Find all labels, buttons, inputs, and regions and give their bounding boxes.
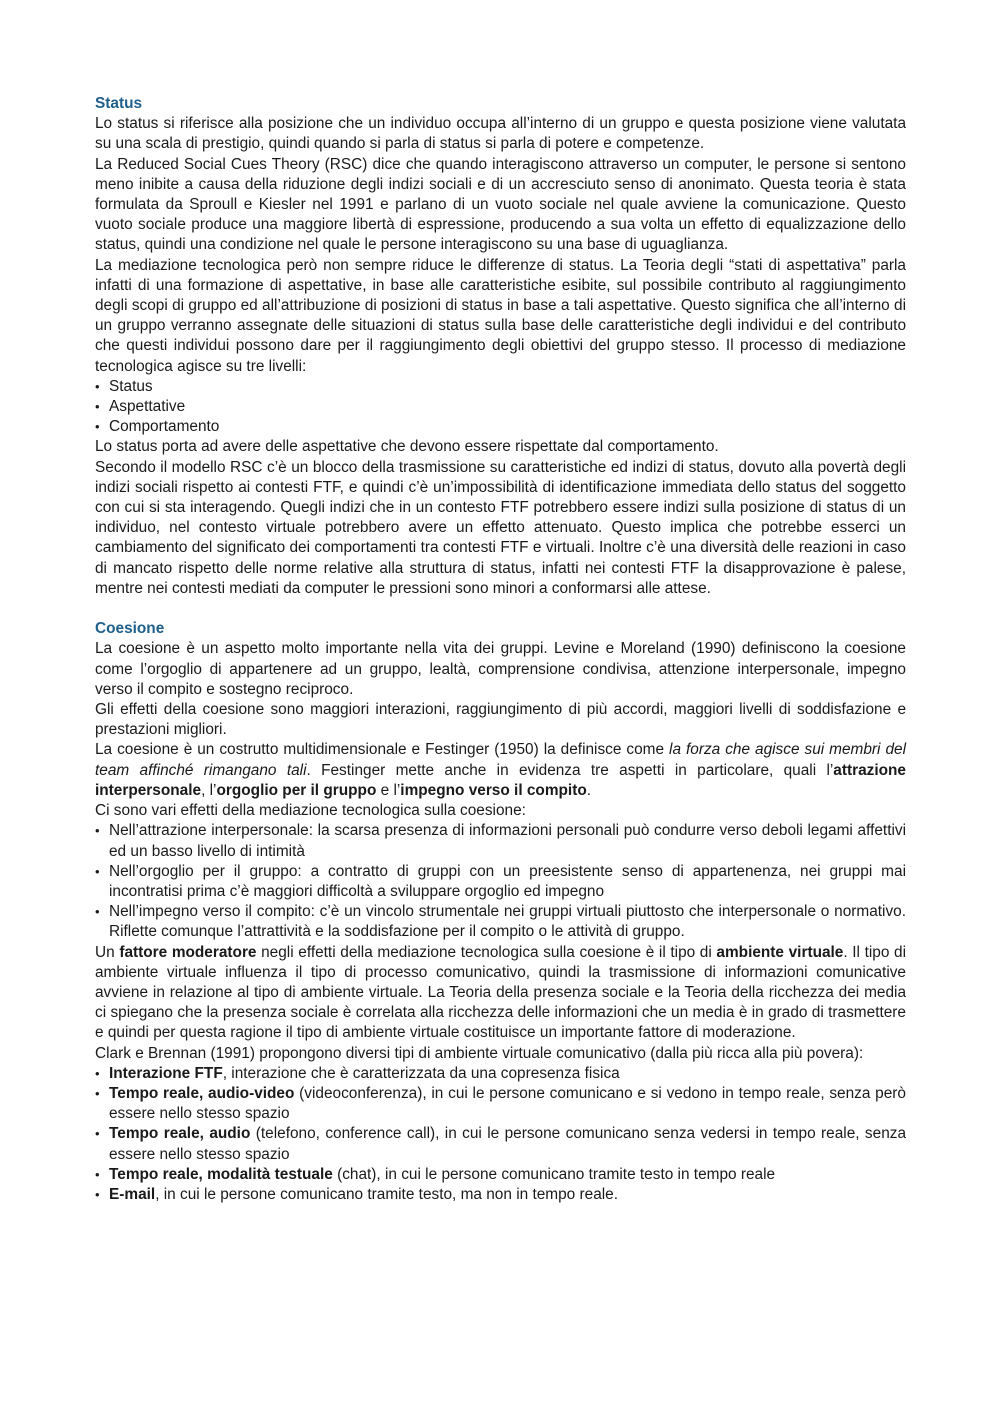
list-item: • Nell’orgoglio per il gruppo: a contratto di gruppi con un preesistente senso di appartenenza, nei gruppi mai incontratisi prima c’è maggiori difficoltà a sviluppare orgoglio ed impegno <box>95 862 906 900</box>
status-levels-list <box>95 377 906 438</box>
coesione-paragraph-3: La coesione è un costrutto multidimensionale e Festinger (1950) la definisce come la forza che agisce sui membri del team affinché rimangano tali. Festinger mette anche in evidenza tre aspetti in particolare, quali l’attrazione interpersonale, l’orgoglio per il gruppo e l’impegno verso il compito. <box>95 741 906 799</box>
bullet-icon: • <box>95 1065 100 1081</box>
bullet-icon: • <box>95 1085 100 1101</box>
list-item: • Comportamento <box>95 417 906 437</box>
coesione-paragraph-1: La coesione è un aspetto molto importante nella vita dei gruppi. Levine e Moreland (1990) definiscono la coesione come l’orgoglio di appartenere ad un gruppo, lealtà, comprensione condivisa, attenzione interpersonale, impegno verso il compito e sostegno reciproco. <box>95 640 906 698</box>
environments-list <box>95 1064 906 1205</box>
list-item: • Tempo reale, audio (telefono, conference call), in cui le persone comunicano senza vedersi in tempo reale, senza essere nello stesso spazio <box>95 1125 907 1163</box>
coesione-paragraph-6: Clark e Brennan (1991) propongono diversi tipi di ambiente virtuale comunicativo (dalla più ricca alla più povera): <box>95 1044 864 1062</box>
bullet-icon: • <box>95 399 100 415</box>
coesione-paragraph-5: Un fattore moderatore negli effetti della mediazione tecnologica sulla coesione è il tipo di ambiente virtuale. Il tipo di ambiente virtuale influenza il tipo di processo comunicativo, quindi la trasmissione di informazioni comunicative avviene in relazione al tipo di ambiente virtuale. La Teoria della presenza sociale e la Teoria della ricchezza dei media ci spiegano che la presenza sociale è correlata alla ricchezza delle informazioni che un media è in grado di trasmettere e quindi per questa ragione il tipo di ambiente virtuale costituisce un importante fattore di moderazione. <box>95 943 907 1042</box>
bullet-icon: • <box>95 904 100 920</box>
list-item: • Nell’attrazione interpersonale: la scarsa presenza di informazioni personali può condurre verso deboli legami affettivi ed un basso livello di intimità <box>95 822 906 860</box>
coesione-paragraph-4: Ci sono vari effetti della mediazione tecnologica sulla coesione: <box>95 802 526 820</box>
list-item: • Status <box>95 377 906 397</box>
coesione-paragraph-2: Gli effetti della coesione sono maggiori interazioni, raggiungimento di più accordi, maggiori livelli di soddisfazione e prestazioni migliori. <box>95 701 906 739</box>
list-item: • Tempo reale, audio-video (videoconferenza), in cui le persone comunicano e si vedono in tempo reale, senza però essere nello stesso spazio <box>95 1084 906 1123</box>
bullet-icon: • <box>95 378 100 394</box>
bullet-icon: • <box>95 863 100 879</box>
coesione-effects-list <box>95 821 906 942</box>
status-paragraph-5: Secondo il modello RSC c’è un blocco della trasmissione su caratteristiche ed indizi di status, dovuto alla povertà degli indizi sociali rispetto ai contesti FTF, e quindi c’è un’impossibilità di identificazione immediata dello status del soggetto con cui si sta interagendo. Quegli indizi che in un contesto FTF potrebbero essere indizi sulla posizione di status di un individuo, nel contesto virtuale potrebbero avere un effetto attenuato. Questo implica che potrebbe esserci un cambiamento del significato dei comportamenti tra contesti FTF e virtuali. Inoltre c’è una diversità delle reazioni in caso di mancato rispetto delle norme relative alla struttura di status, infatti nei contesti FTF la disapprovazione è palese, mentre nei contesti mediati da computer le pressioni sono minori a conformarsi alle attese. <box>95 458 906 597</box>
bullet-icon: • <box>95 1186 100 1202</box>
document-page <box>95 94 906 1205</box>
bullet-icon: • <box>95 1166 100 1182</box>
status-heading: Status <box>95 95 143 112</box>
status-paragraph-2: La Reduced Social Cues Theory (RSC) dice che quando interagiscono attraverso un computer, le persone si sentono meno inibite a causa della riduzione degli indizi sociali e di un accresciuto senso di anonimato. Questa teoria è stata formulata da Sproull e Kiesler nel 1991 e parlano di un vuoto sociale nel quale avviene la comunicazione. Questo vuoto sociale produce una maggiore libertà di espressione, producendo a sua volta un effetto di equalizzazione dello status, quindi una condizione nel quale le persone interagiscono su una base di uguaglianza. <box>95 155 906 254</box>
section-spacer <box>95 599 906 619</box>
status-paragraph-3: La mediazione tecnologica però non sempre riduce le differenze di status. La Teoria degli “stati di aspettativa” parla infatti di una formazione di aspettative, in base alle caratteristiche esibite, sul possibile contributo al raggiungimento degli scopi di gruppo ed all’attribuzione di posizioni di status in base a tali aspettative. Questo significa che all’interno di un gruppo verranno assegnate delle situazioni di status sulla base delle caratteristiche degli individui e del contributo che questi individui possono dare per il raggiungimento degli obiettivi del gruppo stesso. Il processo di mediazione tecnologica agisce su tre livelli: <box>95 256 906 375</box>
list-item: • Tempo reale, modalità testuale (chat), in cui le persone comunicano tramite testo in tempo reale <box>95 1165 906 1185</box>
festinger-definition: la forza che agisce sui membri del team affinché rimangano tali <box>95 741 906 779</box>
coesione-heading: Coesione <box>95 620 165 638</box>
list-item: • E-mail, in cui le persone comunicano tramite testo, ma non in tempo reale. <box>95 1185 906 1205</box>
bullet-icon: • <box>95 823 100 839</box>
bullet-icon: • <box>95 1126 100 1142</box>
list-item: • Interazione FTF, interazione che è caratterizzata da una copresenza fisica <box>95 1064 906 1084</box>
list-item: • Nell’impegno verso il compito: c’è un vincolo strumentale nei gruppi virtuali piuttosto che interpersonale o normativo. Riflette comunque l’attrattività e la soddisfazione per il compito o le attività di gruppo. <box>95 903 906 941</box>
status-paragraph-1: Lo status si riferisce alla posizione che un individuo occupa all’interno di un gruppo e questa posizione viene valutata su una scala di prestigio, quindi quando si parla di status si parla di potere e competenze. <box>95 115 906 153</box>
list-item: • Aspettative <box>95 397 906 417</box>
bullet-icon: • <box>95 419 100 435</box>
status-paragraph-4: Lo status porta ad avere delle aspettative che devono essere rispettate dal comportamento. <box>95 438 719 456</box>
